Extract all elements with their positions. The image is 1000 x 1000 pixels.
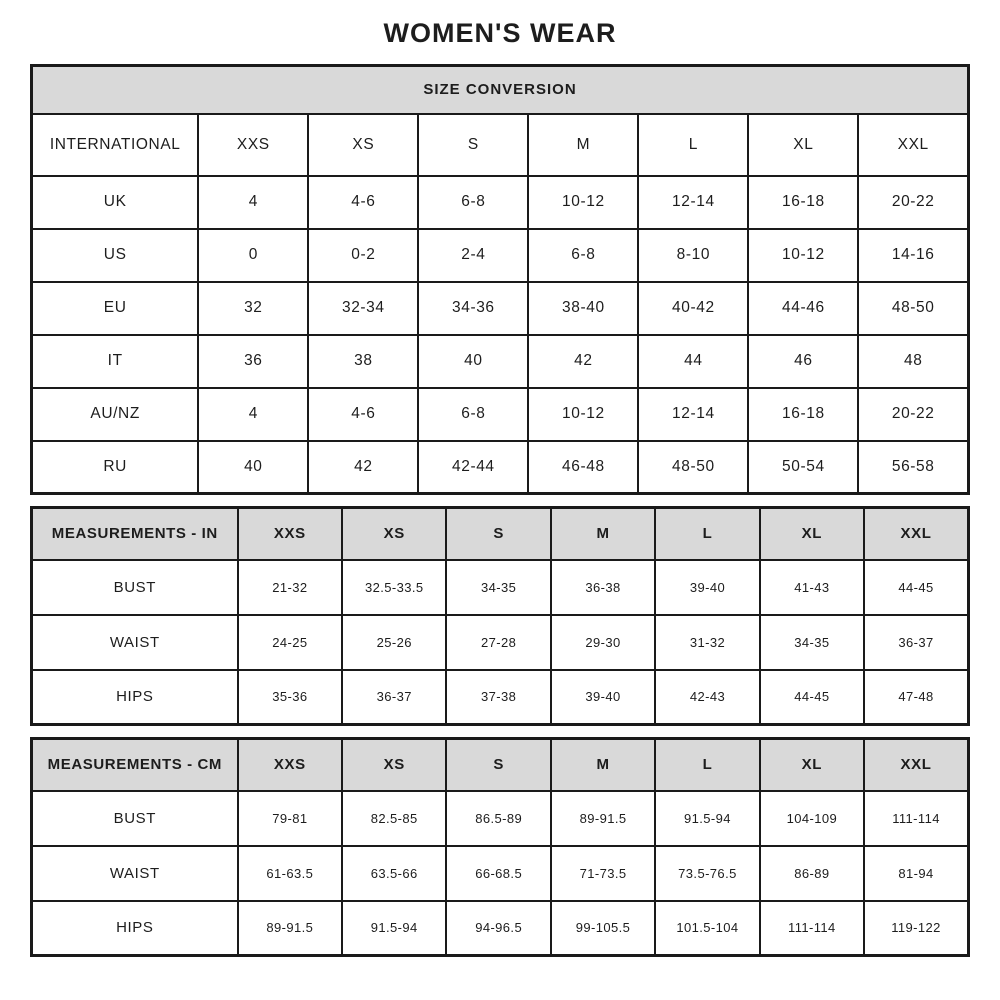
value-cell: 111-114 [864,791,968,846]
value-cell: 20-22 [858,176,968,229]
value-cell: 8-10 [638,229,748,282]
table-row [32,901,969,956]
row-label: HIPS [32,670,238,725]
value-cell: 10-12 [528,176,638,229]
size-header-s: S [446,508,550,560]
table-row [32,335,969,388]
value-cell: 34-35 [760,615,864,670]
value-cell: 25-26 [342,615,446,670]
value-cell: 4-6 [308,176,418,229]
table-row [32,282,969,335]
value-cell: 4 [198,388,308,441]
value-cell: 44-45 [760,670,864,725]
row-label: IT [32,335,199,388]
value-cell: 119-122 [864,901,968,956]
size-header-xs: XS [308,114,418,176]
size-header-xl: XL [748,114,858,176]
value-cell: 39-40 [655,560,759,615]
value-cell: 94-96.5 [446,901,550,956]
value-cell: 36-37 [342,670,446,725]
measurements-in-body [32,508,969,725]
measurements-cm-table [30,737,970,957]
size-header-row [32,114,969,176]
value-cell: 91.5-94 [342,901,446,956]
row-label: BUST [32,560,238,615]
size-header-s: S [418,114,528,176]
value-cell: 38-40 [528,282,638,335]
value-cell: 6-8 [528,229,638,282]
row-label: WAIST [32,846,238,901]
value-cell: 12-14 [638,388,748,441]
value-cell: 36-38 [551,560,655,615]
value-cell: 10-12 [748,229,858,282]
size-conversion-body [32,66,969,494]
value-cell: 73.5-76.5 [655,846,759,901]
size-header-xxs: XXS [238,739,342,791]
value-cell: 86.5-89 [446,791,550,846]
measurements-cm-body [32,739,969,956]
value-cell: 71-73.5 [551,846,655,901]
value-cell: 16-18 [748,176,858,229]
value-cell: 10-12 [528,388,638,441]
value-cell: 86-89 [760,846,864,901]
value-cell: 31-32 [655,615,759,670]
value-cell: 40-42 [638,282,748,335]
value-cell: 104-109 [760,791,864,846]
value-cell: 35-36 [238,670,342,725]
column-header-label: INTERNATIONAL [32,114,199,176]
value-cell: 27-28 [446,615,550,670]
size-header-l: L [655,508,759,560]
row-label: HIPS [32,901,238,956]
value-cell: 4-6 [308,388,418,441]
value-cell: 41-43 [760,560,864,615]
value-cell: 46 [748,335,858,388]
size-conversion-table [30,64,970,495]
value-cell: 34-35 [446,560,550,615]
value-cell: 111-114 [760,901,864,956]
value-cell: 40 [198,441,308,494]
value-cell: 21-32 [238,560,342,615]
value-cell: 99-105.5 [551,901,655,956]
value-cell: 44-45 [864,560,968,615]
table-row [32,615,969,670]
value-cell: 32.5-33.5 [342,560,446,615]
value-cell: 42-44 [418,441,528,494]
value-cell: 42-43 [655,670,759,725]
value-cell: 63.5-66 [342,846,446,901]
value-cell: 91.5-94 [655,791,759,846]
measurements-in-table [30,506,970,726]
value-cell: 44-46 [748,282,858,335]
value-cell: 12-14 [638,176,748,229]
value-cell: 79-81 [238,791,342,846]
value-cell: 56-58 [858,441,968,494]
size-header-xxl: XXL [864,508,968,560]
table-row [32,791,969,846]
size-header-l: L [638,114,748,176]
size-header-l: L [655,739,759,791]
value-cell: 0-2 [308,229,418,282]
row-label: US [32,229,199,282]
value-cell: 6-8 [418,388,528,441]
value-cell: 2-4 [418,229,528,282]
value-cell: 20-22 [858,388,968,441]
size-header-m: M [551,508,655,560]
value-cell: 81-94 [864,846,968,901]
value-cell: 6-8 [418,176,528,229]
row-label: AU/NZ [32,388,199,441]
column-header-label: MEASUREMENTS - CM [32,739,238,791]
value-cell: 36-37 [864,615,968,670]
table-row [32,670,969,725]
size-header-xs: XS [342,508,446,560]
value-cell: 36 [198,335,308,388]
value-cell: 0 [198,229,308,282]
size-header-row [32,739,969,791]
page-title: WOMEN'S WEAR [383,18,617,48]
value-cell: 44 [638,335,748,388]
column-header-label: MEASUREMENTS - IN [32,508,238,560]
value-cell: 37-38 [446,670,550,725]
row-label: WAIST [32,615,238,670]
table-row [32,388,969,441]
table-row [32,229,969,282]
size-header-xxs: XXS [238,508,342,560]
value-cell: 42 [308,441,418,494]
value-cell: 89-91.5 [551,791,655,846]
value-cell: 48-50 [858,282,968,335]
value-cell: 89-91.5 [238,901,342,956]
size-header-row [32,508,969,560]
value-cell: 4 [198,176,308,229]
value-cell: 50-54 [748,441,858,494]
size-header-s: S [446,739,550,791]
value-cell: 48 [858,335,968,388]
value-cell: 14-16 [858,229,968,282]
value-cell: 32-34 [308,282,418,335]
value-cell: 39-40 [551,670,655,725]
size-header-xxl: XXL [864,739,968,791]
row-label: BUST [32,791,238,846]
value-cell: 24-25 [238,615,342,670]
size-header-xl: XL [760,508,864,560]
value-cell: 38 [308,335,418,388]
size-header-m: M [551,739,655,791]
size-header-xxl: XXL [858,114,968,176]
value-cell: 46-48 [528,441,638,494]
value-cell: 34-36 [418,282,528,335]
table-row [32,176,969,229]
value-cell: 40 [418,335,528,388]
value-cell: 29-30 [551,615,655,670]
value-cell: 42 [528,335,638,388]
value-cell: 16-18 [748,388,858,441]
table-row [32,560,969,615]
value-cell: 48-50 [638,441,748,494]
value-cell: 66-68.5 [446,846,550,901]
value-cell: 61-63.5 [238,846,342,901]
table-row [32,846,969,901]
size-header-m: M [528,114,638,176]
row-label: RU [32,441,199,494]
value-cell: 82.5-85 [342,791,446,846]
section-title-row [32,66,969,114]
row-label: EU [32,282,199,335]
value-cell: 101.5-104 [655,901,759,956]
table-row [32,441,969,494]
size-header-xl: XL [760,739,864,791]
section-title: SIZE CONVERSION [32,66,969,114]
value-cell: 32 [198,282,308,335]
row-label: UK [32,176,199,229]
value-cell: 47-48 [864,670,968,725]
size-header-xxs: XXS [198,114,308,176]
size-header-xs: XS [342,739,446,791]
